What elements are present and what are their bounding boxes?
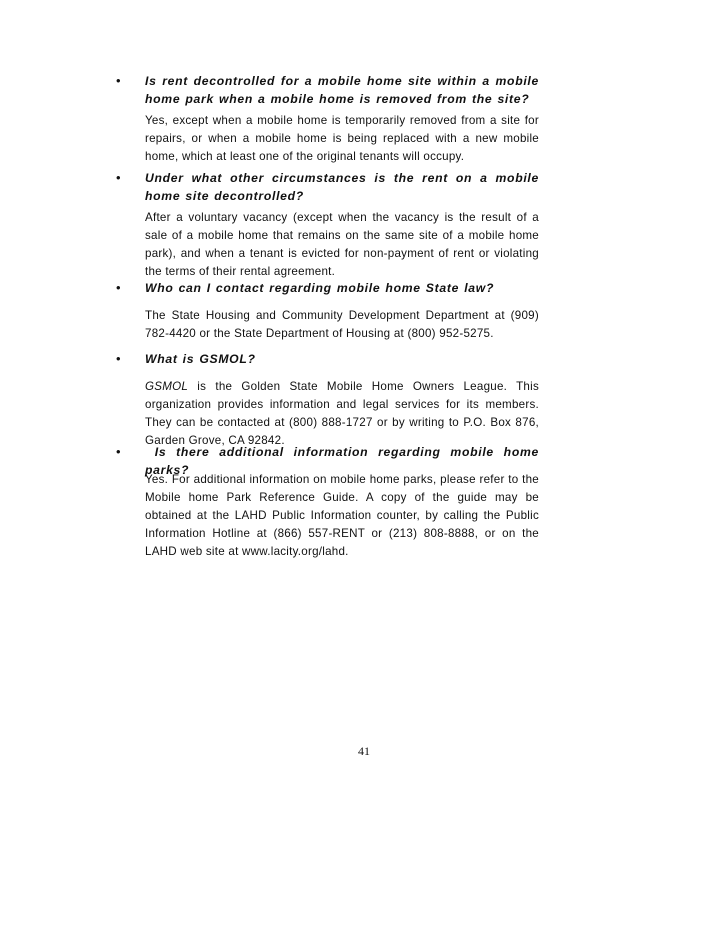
bullet-icon: •	[116, 351, 121, 366]
page-number: 41	[358, 744, 370, 758]
faq-answer: Yes, except when a mobile home is temporarily removed from a site for repairs, or when a mobile home is being replaced with a new mobile home, which at least one of the original tenants will occupy.	[145, 114, 539, 163]
faq-answer: After a voluntary vacancy (except when the vacancy is the result of a sale of a mobile home that remains on the same site of a mobile home park), and when a tenant is evicted for non-payment of rent or violating the terms of their rental agreement.	[145, 211, 539, 278]
faq-answer: The State Housing and Community Development Department at (909) 782-4420 or the State Department of Housing at (800) 952-5275.	[145, 309, 539, 340]
bullet-icon: •	[116, 170, 121, 185]
bullet-icon: •	[116, 280, 121, 295]
faq-question: Is rent decontrolled for a mobile home site within a mobile home park when a mobile home is removed from the site?	[145, 74, 539, 106]
faq-question: What is GSMOL?	[145, 352, 256, 366]
faq-answer	[145, 378, 539, 450]
bullet-icon: •	[116, 444, 121, 459]
faq-answer: Yes. For additional information on mobile home parks, please refer to the Mobile home Park Reference Guide. A copy of the guide may be obtained at the LAHD Public Information counter, by calling the Public Information Hotline at (866) 557-RENT or (213) 808-8888, or on the LAHD web site at www.lacity.org/lahd.	[145, 473, 539, 558]
faq-question: Under what other circumstances is the rent on a mobile home site decontrolled?	[145, 171, 539, 203]
bullet-icon: •	[116, 73, 121, 88]
gsmol-description: is the Golden State Mobile Home Owners League. This organization provides information and legal services for its members. They can be contacted at (800) 888-1727 or by writing to P.O. Box 876, Garden Grove, CA 92842.	[145, 380, 539, 447]
gsmol-term: GSMOL	[145, 380, 189, 393]
faq-question: Who can I contact regarding mobile home State law?	[145, 281, 495, 295]
faq-question: Is there additional information regarding mobile home parks?	[145, 445, 545, 477]
